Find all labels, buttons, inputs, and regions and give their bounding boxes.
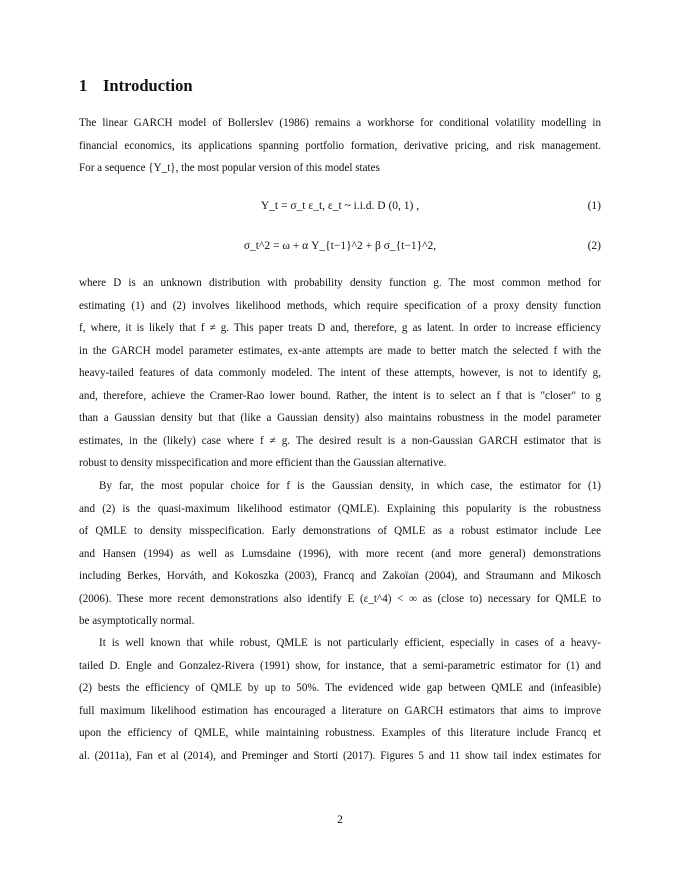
text-line: of QMLE to density misspecification. Early demonstrations of QMLE as a robust estimator include Lee xyxy=(79,525,601,537)
text-line: (2) bests the efficiency of QMLE by up to 50%. The evidenced wide gap between QMLE and (infeasible) xyxy=(79,682,601,694)
text-line: f, where, it is likely that f ≠ g. This paper treats D and, therefore, g as latent. In order to increase efficiency xyxy=(79,322,601,334)
text-line: By far, the most popular choice for f is the Gaussian density, in which case, the estimator for (1) xyxy=(99,480,601,492)
equation-2 xyxy=(79,240,601,262)
text-line: estimating (1) and (2) involves likelihood methods, which require specification of a proxy density function xyxy=(79,299,601,312)
text-line: be asymptotically normal. xyxy=(79,615,195,627)
text-line: and (2) is the quasi-maximum likelihood estimator (QMLE). Explaining this popularity is the robustness xyxy=(79,502,601,515)
paragraph-1 xyxy=(79,112,601,180)
section-heading xyxy=(79,76,193,96)
text-line: It is well known that while robust, QMLE is not particularly efficient, especially in cases of a heavy- xyxy=(99,637,601,649)
equation-1 xyxy=(79,200,601,222)
text-line: than a Gaussian density but that (like a Gaussian density) also maintains robustness in the model parameter xyxy=(79,412,601,424)
text-line: For a sequence {Y_t}, the most popular version of this model states xyxy=(79,162,380,174)
equation-body: σ_t^2 = ω + α Y_{t−1}^2 + β σ_{t−1}^2, xyxy=(243,240,437,252)
section-number: 1 xyxy=(79,76,88,95)
equation-number: (1) xyxy=(587,200,601,212)
text-line: financial economics, its applications spanning portfolio formation, derivative pricing, and risk management. xyxy=(79,139,601,152)
text-line: upon the efficiency of QMLE, while maintaining robustness. Examples of this literature include Francq et xyxy=(79,727,601,739)
text-line: and, therefore, achieve the Cramer-Rao lower bound. Rather, the intent is to select an f that is "closer" to g xyxy=(79,389,601,402)
text-line: tailed D. Engle and Gonzalez-Rivera (1991) show, for instance, that a semi-parametric estimator for (1) and xyxy=(79,659,601,672)
text-line: estimates, in the (likely) case where f ≠ g. The desired result is a non-Gaussian GARCH estimator that is xyxy=(79,434,601,447)
equation-body: Y_t = σ_t ε_t, ε_t ~ i.i.d. D (0, 1) , xyxy=(260,200,420,212)
text-line: in the GARCH model parameter estimates, ex-ante attempts are made to better match the selected f with the xyxy=(79,344,601,357)
text-line: including Berkes, Horváth, and Kokoszka (2003), Francq and Zakoïan (2004), and Straumann and Mikosch xyxy=(79,570,601,582)
text-line: and Hansen (1994) as well as Lumsdaine (1996), with more recent (and more general) demonstrations xyxy=(79,547,601,560)
text-line: The linear GARCH model of Bollerslev (1986) remains a workhorse for conditional volatility modelling in xyxy=(79,117,601,129)
equation-number: (2) xyxy=(587,240,601,252)
page-number: 2 xyxy=(337,814,343,826)
text-line: (2006). These more recent demonstrations also identify E (ε_t^4) < ∞ as (close to) necessary for QMLE to xyxy=(79,592,601,605)
text-line: where D is an unknown distribution with probability density function g. The most common method for xyxy=(79,277,601,289)
text-line: full maximum likelihood estimation has encouraged a literature on GARCH estimators that aims to improve xyxy=(79,704,601,717)
text-line: robust to density misspecification and more efficient than the Gaussian alternative. xyxy=(79,457,447,469)
paragraph-4 xyxy=(79,632,601,767)
paragraph-2 xyxy=(79,272,601,475)
section-title: Introduction xyxy=(103,76,193,95)
paragraph-3 xyxy=(79,475,601,633)
text-line: heavy-tailed features of data commonly modeled. The intent of these attempts, however, is not to identify g, xyxy=(79,367,601,379)
text-line: al. (2011a), Fan et al (2014), and Preminger and Storti (2017). Figures 5 and 11 show tail index estimates for xyxy=(79,749,601,762)
